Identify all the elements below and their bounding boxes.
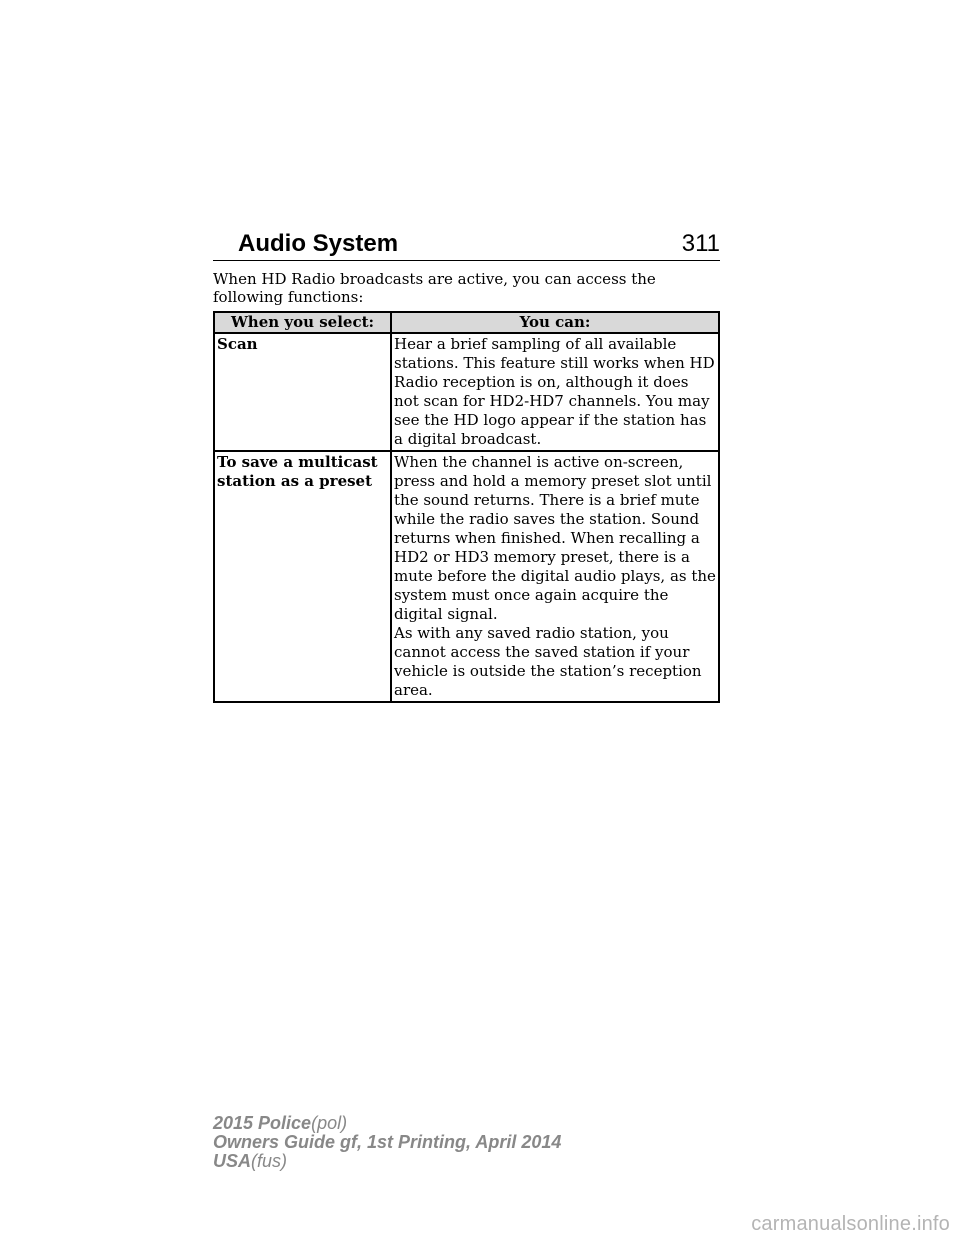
- footer-market: USA: [213, 1151, 252, 1171]
- page-footer: [213, 1114, 561, 1171]
- header-divider: [213, 260, 720, 261]
- table-row-scan: [214, 333, 719, 451]
- section-title: Audio System: [238, 230, 399, 257]
- row-can-cell: [391, 333, 719, 451]
- column-header-select: When you select:: [214, 312, 391, 333]
- row-can-text: As with any saved radio station, you cannot access the saved station if your vehicle is outside the station’s reception area.: [394, 624, 702, 699]
- footer-market-code: (fus): [251, 1151, 288, 1171]
- footer-line-1: [213, 1114, 561, 1133]
- row-select-cell: Scan: [214, 333, 391, 451]
- footer-model-code: (pol): [311, 1113, 348, 1133]
- row-can-text: When the channel is active on-screen, press and hold a memory preset slot until the sound returns. There is a brief mute while the radio saves the station. Sound returns when finished. When recalling a HD2 or HD3 memory preset, there is a mute before the digital audio plays, as the system must once again acquire the digital signal.: [394, 453, 716, 623]
- functions-table: [213, 311, 720, 703]
- row-can-text: Hear a brief sampling of all available stations. This feature still works when HD Radio reception is on, although it does not scan for HD2-HD7 channels. You may see the HD logo appear if the station has a digital broadcast.: [394, 335, 715, 448]
- footer-line-3: [213, 1152, 561, 1171]
- table-row-save-multicast: [214, 451, 719, 702]
- column-header-can: You can:: [391, 312, 719, 333]
- table-header-row: [214, 312, 719, 333]
- page-number: 311: [681, 230, 720, 257]
- page-header: [213, 228, 720, 262]
- footer-printing: Owners Guide gf, 1st Printing, April 2014: [213, 1132, 562, 1152]
- footer-line-2: [213, 1133, 561, 1152]
- row-can-cell: [391, 451, 719, 702]
- row-select-cell: To save a multicast station as a preset: [214, 451, 391, 702]
- intro-paragraph: When HD Radio broadcasts are active, you can access the following functions:: [213, 270, 656, 306]
- footer-model: 2015 Police: [213, 1113, 312, 1133]
- watermark: carmanualsonline.info: [751, 1213, 950, 1235]
